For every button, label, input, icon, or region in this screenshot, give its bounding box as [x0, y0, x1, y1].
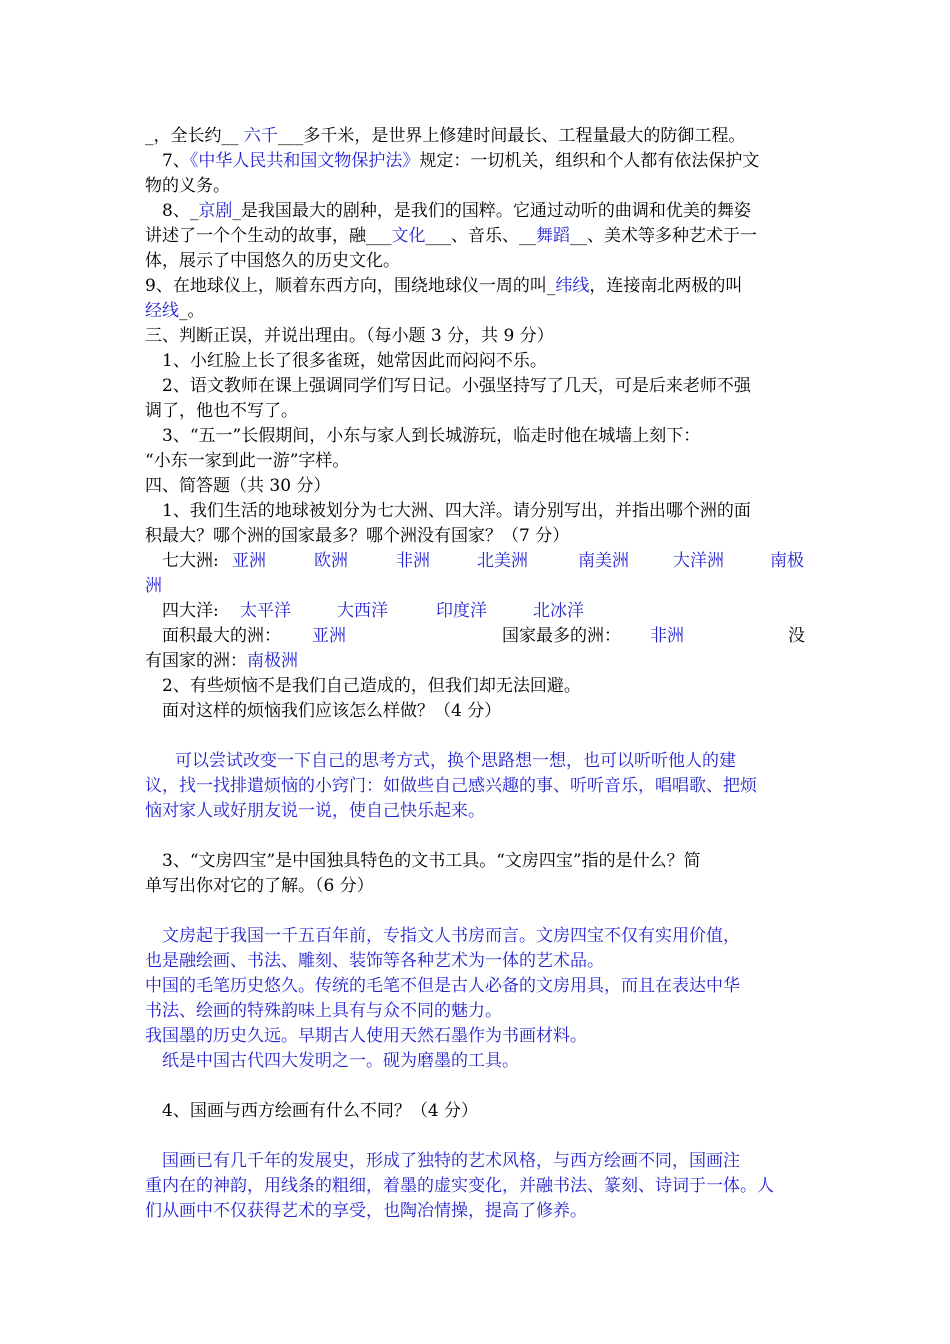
q6-tail-line: _，全长约__ 六千___多千米，是世界上修建时间最长、工程量最大的防御工程。	[145, 126, 746, 146]
answer-4-line: 重内在的神韵，用线条的粗细，着墨的虚实变化，并融书法、篆刻、诗词于一体。人	[145, 1176, 774, 1196]
section-4-title: 四、简答题（共 30 分）	[145, 476, 331, 496]
largest-answer: 亚洲	[312, 626, 346, 646]
answer-text: 舞蹈	[536, 226, 570, 246]
answer-2-line: 可以尝试改变一下自己的思考方式，换个思路想一想，也可以听听他人的建	[175, 751, 736, 771]
answer-4-line: 们从画中不仅获得艺术的享受，也陶冶情操，提高了修养。	[145, 1201, 587, 1221]
sec3-item-3-line-1: 3、“五一”长假期间，小东与家人到长城游玩，临走时他在城墙上刻下：	[162, 426, 701, 446]
q8-line-1: 8、_京剧_是我国最大的剧种，是我们的国粹。它通过动听的曲调和优美的舞姿	[162, 201, 751, 221]
answer-2-line: 议，找一找排遣烦恼的小窍门：如做些自己感兴趣的事、听听音乐，唱唱歌、把烦	[145, 776, 757, 796]
answer-3-line: 纸是中国古代四大发明之一。砚为磨墨的工具。	[162, 1051, 519, 1071]
oceans-label: 四大洋:	[162, 601, 219, 621]
ocean-item: 大西洋	[337, 601, 388, 621]
sec3-item-2-line-2: 调了，他也不写了。	[145, 401, 298, 421]
continent-item: 非洲	[396, 551, 430, 571]
answer-text: 文化	[391, 226, 426, 246]
section-3-title: 三、判断正误，并说出理由。（每小题 3 分，共 9 分）	[145, 326, 554, 346]
answer-3-line: 我国墨的历史久远。早期古人使用天然石墨作为书画材料。	[145, 1026, 587, 1046]
sec4-q1-line-2: 积最大？哪个洲的国家最多？哪个洲没有国家？（7 分）	[145, 526, 570, 546]
answer-text: 《中华人民共和国文物保护法》	[189, 151, 420, 171]
sec4-q3-line-1: 3、“文房四宝”是中国独具特色的文书工具。“文房四宝”指的是什么？简	[162, 851, 701, 871]
q7-line-1: 7、《中华人民共和国文物保护法》规定：一切机关，组织和个人都有依法保护文	[162, 151, 760, 171]
answer-text: 六千	[243, 126, 278, 146]
sec4-q1-line-1: 1、我们生活的地球被划分为七大洲、四大洋。请分别写出，并指出哪个洲的面	[162, 501, 751, 521]
answer-text: 京剧	[198, 201, 233, 221]
sec4-q2-line-1: 2、有些烦恼不是我们自己造成的，但我们却无法回避。	[162, 676, 581, 696]
ocean-item: 太平洋	[240, 601, 291, 621]
none-answer: 南极洲	[247, 651, 298, 671]
answer-3-line: 中国的毛笔历史悠久。传统的毛笔不但是古人必备的文房用具，而且在表达中华	[145, 976, 740, 996]
q7-line-2: 物的义务。	[145, 176, 230, 196]
sec4-q3-line-2: 单写出你对它的了解。（6 分）	[145, 876, 374, 896]
answer-text: 经线	[145, 301, 179, 321]
q8-line-3: 体，展示了中国悠久的历史文化。	[145, 251, 400, 271]
continent-item: 北美洲	[477, 551, 528, 571]
sec3-item-3-line-2: “小东一家到此一游”字样。	[145, 451, 350, 471]
sec3-item-2-line-1: 2、语文教师在课上强调同学们写日记。小强坚持写了几天，可是后来老师不强	[162, 376, 751, 396]
continent-item: 南极	[770, 551, 804, 571]
continents-label: 七大洲:	[162, 551, 219, 571]
answer-2-line: 恼对家人或好朋友说一说，使自己快乐起来。	[145, 801, 485, 821]
ocean-item: 印度洋	[436, 601, 487, 621]
most-answer: 非洲	[650, 626, 684, 646]
answer-3-line: 也是融绘画、书法、雕刻、装饰等各种艺术为一体的艺术品。	[145, 951, 604, 971]
none-label-start: 没	[788, 626, 805, 646]
continent-item: 亚洲	[232, 551, 266, 571]
answer-text: 纬线	[555, 276, 590, 296]
sec4-q4-line: 4、国画与西方绘画有什么不同？（4 分）	[162, 1101, 479, 1121]
sec4-q2-line-2: 面对这样的烦恼我们应该怎么样做？（4 分）	[162, 701, 502, 721]
continent-item: 欧洲	[314, 551, 348, 571]
sec3-item-1: 1、小红脸上长了很多雀斑，她常因此而闷闷不乐。	[162, 351, 547, 371]
most-label: 国家最多的洲：	[502, 626, 621, 646]
q8-line-2: 讲述了一个个生动的故事，融___文化___、音乐、__舞蹈__、美术等多种艺术于一	[145, 226, 757, 246]
largest-label: 面积最大的洲：	[162, 626, 281, 646]
answer-4-line: 国画已有几千年的发展史，形成了独特的艺术风格，与西方绘画不同，国画注	[162, 1151, 740, 1171]
continent-item: 南美洲	[578, 551, 629, 571]
q9-line-1: 9、在地球仪上，顺着东西方向，围绕地球仪一周的叫_纬线，连接南北两极的叫	[145, 276, 743, 296]
continent-wrap: 洲	[145, 576, 162, 596]
ocean-item: 北冰洋	[533, 601, 584, 621]
none-line: 有国家的洲：南极洲	[145, 651, 298, 671]
continent-item: 大洋洲	[673, 551, 724, 571]
answer-3-line: 文房起于我国一千五百年前，专指文人书房而言。文房四宝不仅有实用价值，	[162, 926, 740, 946]
answer-3-line: 书法、绘画的特殊韵味上具有与众不同的魅力。	[145, 1001, 502, 1021]
q9-line-2: 经线_。	[145, 301, 205, 321]
